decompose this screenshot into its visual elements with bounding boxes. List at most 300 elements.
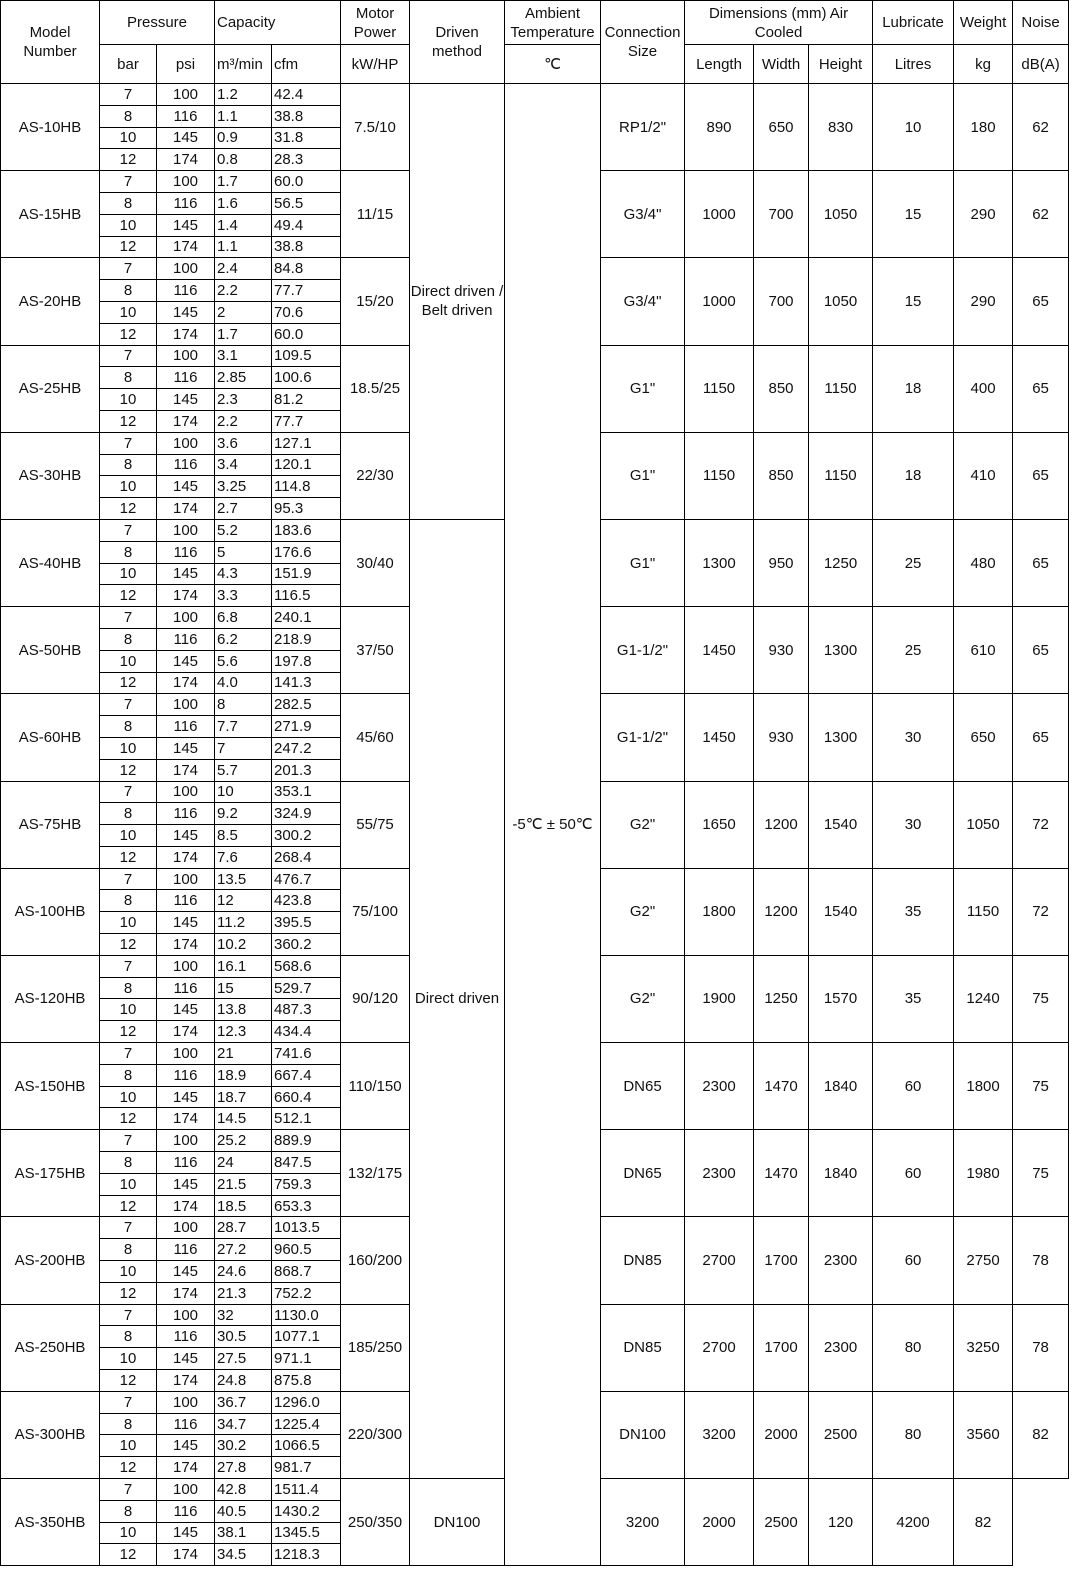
model-number: AS-60HB bbox=[1, 694, 100, 781]
header-pressure: Pressure bbox=[100, 1, 215, 45]
capacity-m3-per-min: 15 bbox=[215, 977, 272, 999]
pressure-bar: 12 bbox=[100, 323, 157, 345]
capacity-cfm: 875.8 bbox=[272, 1370, 341, 1392]
capacity-m3-per-min: 6.8 bbox=[215, 607, 272, 629]
pressure-bar: 7 bbox=[100, 1130, 157, 1152]
model-number: AS-10HB bbox=[1, 84, 100, 171]
dimension-length: 1450 bbox=[685, 694, 754, 781]
capacity-cfm: 114.8 bbox=[272, 476, 341, 498]
pressure-psi: 145 bbox=[157, 476, 215, 498]
capacity-cfm: 42.4 bbox=[272, 84, 341, 106]
pressure-psi: 174 bbox=[157, 846, 215, 868]
model-number: AS-40HB bbox=[1, 519, 100, 606]
pressure-bar: 12 bbox=[100, 1282, 157, 1304]
noise-dba: 65 bbox=[1013, 258, 1069, 345]
pressure-bar: 7 bbox=[100, 694, 157, 716]
pressure-psi: 174 bbox=[157, 498, 215, 520]
pressure-bar: 7 bbox=[100, 258, 157, 280]
capacity-m3-per-min: 40.5 bbox=[215, 1500, 272, 1522]
capacity-m3-per-min: 1.1 bbox=[215, 236, 272, 258]
pressure-bar: 8 bbox=[100, 192, 157, 214]
capacity-cfm: 218.9 bbox=[272, 628, 341, 650]
pressure-bar: 8 bbox=[100, 716, 157, 738]
driven-method: Direct driven / Belt driven bbox=[410, 84, 505, 520]
connection-size: DN65 bbox=[601, 1130, 685, 1217]
dimension-length: 1650 bbox=[685, 781, 754, 868]
capacity-cfm: 1013.5 bbox=[272, 1217, 341, 1239]
pressure-bar: 7 bbox=[100, 345, 157, 367]
pressure-bar: 12 bbox=[100, 1457, 157, 1479]
dimension-width: 700 bbox=[754, 171, 809, 258]
pressure-bar: 7 bbox=[100, 781, 157, 803]
capacity-m3-per-min: 2.2 bbox=[215, 410, 272, 432]
capacity-cfm: 240.1 bbox=[272, 607, 341, 629]
capacity-cfm: 1130.0 bbox=[272, 1304, 341, 1326]
capacity-cfm: 981.7 bbox=[272, 1457, 341, 1479]
weight-kg: 3560 bbox=[954, 1391, 1013, 1478]
pressure-bar: 10 bbox=[100, 650, 157, 672]
capacity-m3-per-min: 30.2 bbox=[215, 1435, 272, 1457]
lubricate-litres: 80 bbox=[873, 1304, 954, 1391]
capacity-m3-per-min: 1.6 bbox=[215, 192, 272, 214]
capacity-m3-per-min: 2.2 bbox=[215, 280, 272, 302]
capacity-cfm: 84.8 bbox=[272, 258, 341, 280]
pressure-bar: 10 bbox=[100, 825, 157, 847]
capacity-m3-per-min: 4.3 bbox=[215, 563, 272, 585]
pressure-psi: 116 bbox=[157, 280, 215, 302]
pressure-psi: 145 bbox=[157, 1522, 215, 1544]
pressure-psi: 100 bbox=[157, 781, 215, 803]
pressure-psi: 174 bbox=[157, 934, 215, 956]
pressure-bar: 10 bbox=[100, 1435, 157, 1457]
capacity-cfm: 38.8 bbox=[272, 236, 341, 258]
connection-size: G3/4" bbox=[601, 258, 685, 345]
pressure-psi: 174 bbox=[157, 1457, 215, 1479]
pressure-psi: 145 bbox=[157, 825, 215, 847]
pressure-bar: 7 bbox=[100, 1479, 157, 1501]
capacity-cfm: 38.8 bbox=[272, 105, 341, 127]
header-lubricate: Lubricate bbox=[873, 1, 954, 45]
dimension-height: 2500 bbox=[754, 1479, 809, 1566]
weight-kg: 1980 bbox=[954, 1130, 1013, 1217]
noise-dba: 72 bbox=[1013, 781, 1069, 868]
header-row-units bbox=[1, 45, 1069, 84]
pressure-bar: 8 bbox=[100, 541, 157, 563]
lubricate-litres: 35 bbox=[873, 955, 954, 1042]
motor-power: 132/175 bbox=[341, 1130, 410, 1217]
capacity-m3-per-min: 11.2 bbox=[215, 912, 272, 934]
dimension-height: 1300 bbox=[809, 694, 873, 781]
pressure-psi: 145 bbox=[157, 1173, 215, 1195]
pressure-psi: 174 bbox=[157, 323, 215, 345]
dimension-length: 2700 bbox=[685, 1217, 754, 1304]
dimension-width: 2000 bbox=[685, 1479, 754, 1566]
pressure-psi: 145 bbox=[157, 1086, 215, 1108]
capacity-m3-per-min: 38.1 bbox=[215, 1522, 272, 1544]
capacity-m3-per-min: 1.7 bbox=[215, 323, 272, 345]
motor-power: 45/60 bbox=[341, 694, 410, 781]
capacity-m3-per-min: 21.5 bbox=[215, 1173, 272, 1195]
weight-kg: 480 bbox=[954, 519, 1013, 606]
capacity-cfm: 176.6 bbox=[272, 541, 341, 563]
capacity-cfm: 476.7 bbox=[272, 868, 341, 890]
dimension-width: 850 bbox=[754, 432, 809, 519]
capacity-m3-per-min: 24 bbox=[215, 1152, 272, 1174]
motor-power: 110/150 bbox=[341, 1043, 410, 1130]
noise-dba: 65 bbox=[1013, 694, 1069, 781]
lubricate-litres: 18 bbox=[873, 345, 954, 432]
dimension-width: 1250 bbox=[754, 955, 809, 1042]
dimension-width: 650 bbox=[754, 84, 809, 171]
capacity-m3-per-min: 10 bbox=[215, 781, 272, 803]
pressure-psi: 145 bbox=[157, 127, 215, 149]
pressure-bar: 7 bbox=[100, 1391, 157, 1413]
header-weight: Weight bbox=[954, 1, 1013, 45]
pressure-psi: 145 bbox=[157, 389, 215, 411]
capacity-m3-per-min: 8.5 bbox=[215, 825, 272, 847]
capacity-cfm: 434.4 bbox=[272, 1021, 341, 1043]
capacity-m3-per-min: 24.6 bbox=[215, 1261, 272, 1283]
pressure-bar: 8 bbox=[100, 1413, 157, 1435]
dimension-height: 1250 bbox=[809, 519, 873, 606]
capacity-m3-per-min: 14.5 bbox=[215, 1108, 272, 1130]
pressure-psi: 100 bbox=[157, 1391, 215, 1413]
capacity-cfm: 49.4 bbox=[272, 214, 341, 236]
lubricate-litres: 15 bbox=[873, 171, 954, 258]
pressure-bar: 10 bbox=[100, 1348, 157, 1370]
pressure-psi: 100 bbox=[157, 607, 215, 629]
motor-power: 250/350 bbox=[341, 1479, 410, 1566]
header-capacity: Capacity bbox=[215, 1, 341, 45]
dimension-height: 1150 bbox=[809, 432, 873, 519]
pressure-bar: 12 bbox=[100, 236, 157, 258]
connection-size: DN100 bbox=[601, 1391, 685, 1478]
capacity-m3-per-min: 27.2 bbox=[215, 1239, 272, 1261]
pressure-bar: 10 bbox=[100, 214, 157, 236]
capacity-m3-per-min: 7.7 bbox=[215, 716, 272, 738]
lubricate-litres: 25 bbox=[873, 607, 954, 694]
motor-power: 7.5/10 bbox=[341, 84, 410, 171]
lubricate-litres: 18 bbox=[873, 432, 954, 519]
capacity-m3-per-min: 30.5 bbox=[215, 1326, 272, 1348]
noise-dba: 62 bbox=[1013, 171, 1069, 258]
motor-power: 75/100 bbox=[341, 868, 410, 955]
capacity-m3-per-min: 34.7 bbox=[215, 1413, 272, 1435]
capacity-m3-per-min: 0.9 bbox=[215, 127, 272, 149]
pressure-psi: 116 bbox=[157, 1413, 215, 1435]
dimension-width: 930 bbox=[754, 607, 809, 694]
dimension-height: 830 bbox=[809, 84, 873, 171]
pressure-psi: 116 bbox=[157, 1152, 215, 1174]
capacity-cfm: 77.7 bbox=[272, 280, 341, 302]
pressure-psi: 116 bbox=[157, 541, 215, 563]
header-noise: Noise bbox=[1013, 1, 1069, 45]
lubricate-litres: 10 bbox=[873, 84, 954, 171]
table-row bbox=[1, 84, 1069, 106]
pressure-bar: 7 bbox=[100, 519, 157, 541]
dimension-length: 1300 bbox=[685, 519, 754, 606]
lubricate-litres: 15 bbox=[873, 258, 954, 345]
pressure-bar: 12 bbox=[100, 1195, 157, 1217]
capacity-m3-per-min: 34.5 bbox=[215, 1544, 272, 1566]
pressure-bar: 8 bbox=[100, 628, 157, 650]
header-ambient-temperature: Ambient Temperature bbox=[505, 1, 601, 45]
dimension-length: 1150 bbox=[685, 432, 754, 519]
header-motor-power: Motor Power bbox=[341, 1, 410, 45]
pressure-psi: 174 bbox=[157, 1544, 215, 1566]
pressure-psi: 116 bbox=[157, 977, 215, 999]
dimension-height: 1540 bbox=[809, 781, 873, 868]
capacity-m3-per-min: 5.6 bbox=[215, 650, 272, 672]
pressure-bar: 7 bbox=[100, 955, 157, 977]
pressure-bar: 7 bbox=[100, 171, 157, 193]
dimension-length: 1900 bbox=[685, 955, 754, 1042]
noise-dba: 75 bbox=[1013, 955, 1069, 1042]
pressure-bar: 12 bbox=[100, 585, 157, 607]
pressure-psi: 174 bbox=[157, 149, 215, 171]
pressure-bar: 10 bbox=[100, 563, 157, 585]
pressure-bar: 8 bbox=[100, 803, 157, 825]
pressure-psi: 174 bbox=[157, 1282, 215, 1304]
pressure-psi: 116 bbox=[157, 1500, 215, 1522]
unit-cfm: cfm bbox=[272, 45, 341, 84]
driven-method: Direct driven bbox=[410, 519, 505, 1478]
noise-dba: 78 bbox=[1013, 1217, 1069, 1304]
model-number: AS-200HB bbox=[1, 1217, 100, 1304]
capacity-m3-per-min: 7.6 bbox=[215, 846, 272, 868]
unit-height: Height bbox=[809, 45, 873, 84]
capacity-m3-per-min: 12 bbox=[215, 890, 272, 912]
pressure-psi: 116 bbox=[157, 105, 215, 127]
pressure-psi: 100 bbox=[157, 171, 215, 193]
dimension-height: 1050 bbox=[809, 258, 873, 345]
pressure-bar: 12 bbox=[100, 672, 157, 694]
dimension-width: 1700 bbox=[754, 1217, 809, 1304]
dimension-width: 1200 bbox=[754, 868, 809, 955]
pressure-bar: 7 bbox=[100, 1043, 157, 1065]
unit-psi: psi bbox=[157, 45, 215, 84]
pressure-bar: 8 bbox=[100, 105, 157, 127]
pressure-bar: 10 bbox=[100, 999, 157, 1021]
pressure-psi: 174 bbox=[157, 585, 215, 607]
capacity-cfm: 70.6 bbox=[272, 301, 341, 323]
weight-kg: 1150 bbox=[954, 868, 1013, 955]
connection-size: G1-1/2" bbox=[601, 694, 685, 781]
dimension-height: 1300 bbox=[809, 607, 873, 694]
capacity-cfm: 1066.5 bbox=[272, 1435, 341, 1457]
capacity-cfm: 741.6 bbox=[272, 1043, 341, 1065]
model-number: AS-100HB bbox=[1, 868, 100, 955]
pressure-bar: 12 bbox=[100, 759, 157, 781]
capacity-cfm: 423.8 bbox=[272, 890, 341, 912]
capacity-cfm: 95.3 bbox=[272, 498, 341, 520]
model-number: AS-75HB bbox=[1, 781, 100, 868]
pressure-psi: 116 bbox=[157, 454, 215, 476]
capacity-m3-per-min: 25.2 bbox=[215, 1130, 272, 1152]
lubricate-litres: 80 bbox=[873, 1391, 954, 1478]
pressure-bar: 8 bbox=[100, 454, 157, 476]
pressure-psi: 145 bbox=[157, 912, 215, 934]
pressure-bar: 10 bbox=[100, 301, 157, 323]
capacity-cfm: 1296.0 bbox=[272, 1391, 341, 1413]
connection-size: DN100 bbox=[410, 1479, 505, 1566]
capacity-cfm: 31.8 bbox=[272, 127, 341, 149]
noise-dba: 65 bbox=[1013, 519, 1069, 606]
capacity-m3-per-min: 10.2 bbox=[215, 934, 272, 956]
connection-size: G2" bbox=[601, 868, 685, 955]
capacity-m3-per-min: 1.2 bbox=[215, 84, 272, 106]
capacity-cfm: 752.2 bbox=[272, 1282, 341, 1304]
dimension-length: 1000 bbox=[685, 258, 754, 345]
connection-size: G3/4" bbox=[601, 171, 685, 258]
weight-kg: 2750 bbox=[954, 1217, 1013, 1304]
weight-kg: 1800 bbox=[954, 1043, 1013, 1130]
pressure-psi: 116 bbox=[157, 716, 215, 738]
connection-size: G2" bbox=[601, 955, 685, 1042]
capacity-m3-per-min: 3.6 bbox=[215, 432, 272, 454]
model-number: AS-250HB bbox=[1, 1304, 100, 1391]
dimension-height: 2300 bbox=[809, 1304, 873, 1391]
connection-size: G1" bbox=[601, 519, 685, 606]
pressure-bar: 12 bbox=[100, 1021, 157, 1043]
capacity-cfm: 360.2 bbox=[272, 934, 341, 956]
pressure-bar: 7 bbox=[100, 868, 157, 890]
capacity-m3-per-min: 5.7 bbox=[215, 759, 272, 781]
capacity-m3-per-min: 42.8 bbox=[215, 1479, 272, 1501]
dimension-height: 1150 bbox=[809, 345, 873, 432]
noise-dba: 78 bbox=[1013, 1304, 1069, 1391]
capacity-m3-per-min: 18.9 bbox=[215, 1064, 272, 1086]
capacity-m3-per-min: 1.4 bbox=[215, 214, 272, 236]
capacity-cfm: 116.5 bbox=[272, 585, 341, 607]
motor-power: 160/200 bbox=[341, 1217, 410, 1304]
pressure-bar: 12 bbox=[100, 149, 157, 171]
connection-size: RP1/2" bbox=[601, 84, 685, 171]
model-number: AS-120HB bbox=[1, 955, 100, 1042]
pressure-psi: 145 bbox=[157, 301, 215, 323]
capacity-m3-per-min: 1.1 bbox=[215, 105, 272, 127]
pressure-psi: 145 bbox=[157, 563, 215, 585]
motor-power: 30/40 bbox=[341, 519, 410, 606]
capacity-m3-per-min: 5.2 bbox=[215, 519, 272, 541]
noise-dba: 82 bbox=[954, 1479, 1013, 1566]
connection-size: G1" bbox=[601, 345, 685, 432]
unit-dba: dB(A) bbox=[1013, 45, 1069, 84]
header-row-main bbox=[1, 1, 1069, 45]
capacity-cfm: 127.1 bbox=[272, 432, 341, 454]
pressure-psi: 145 bbox=[157, 999, 215, 1021]
pressure-psi: 100 bbox=[157, 1479, 215, 1501]
dimension-width: 1700 bbox=[754, 1304, 809, 1391]
capacity-m3-per-min: 8 bbox=[215, 694, 272, 716]
capacity-cfm: 1511.4 bbox=[272, 1479, 341, 1501]
pressure-psi: 174 bbox=[157, 236, 215, 258]
pressure-bar: 7 bbox=[100, 84, 157, 106]
motor-power: 22/30 bbox=[341, 432, 410, 519]
pressure-bar: 8 bbox=[100, 1152, 157, 1174]
capacity-m3-per-min: 18.5 bbox=[215, 1195, 272, 1217]
pressure-bar: 7 bbox=[100, 1304, 157, 1326]
pressure-psi: 174 bbox=[157, 410, 215, 432]
model-number: AS-300HB bbox=[1, 1391, 100, 1478]
pressure-psi: 174 bbox=[157, 1021, 215, 1043]
weight-kg: 610 bbox=[954, 607, 1013, 694]
capacity-m3-per-min: 1.7 bbox=[215, 171, 272, 193]
dimension-width: 850 bbox=[754, 345, 809, 432]
capacity-cfm: 667.4 bbox=[272, 1064, 341, 1086]
pressure-bar: 12 bbox=[100, 1108, 157, 1130]
dimension-length: 1150 bbox=[685, 345, 754, 432]
capacity-cfm: 353.1 bbox=[272, 781, 341, 803]
model-number: AS-150HB bbox=[1, 1043, 100, 1130]
lubricate-litres: 120 bbox=[809, 1479, 873, 1566]
lubricate-litres: 35 bbox=[873, 868, 954, 955]
unit-m3-per-min: m³/min bbox=[215, 45, 272, 84]
dimension-length: 2300 bbox=[685, 1130, 754, 1217]
capacity-cfm: 660.4 bbox=[272, 1086, 341, 1108]
capacity-m3-per-min: 7 bbox=[215, 737, 272, 759]
capacity-m3-per-min: 9.2 bbox=[215, 803, 272, 825]
table-body bbox=[1, 84, 1069, 1566]
pressure-psi: 100 bbox=[157, 1217, 215, 1239]
pressure-bar: 10 bbox=[100, 127, 157, 149]
pressure-psi: 145 bbox=[157, 1348, 215, 1370]
pressure-bar: 7 bbox=[100, 432, 157, 454]
motor-power: 185/250 bbox=[341, 1304, 410, 1391]
dimension-length: 3200 bbox=[685, 1391, 754, 1478]
capacity-m3-per-min: 27.8 bbox=[215, 1457, 272, 1479]
header-connection-size: Connection Size bbox=[601, 1, 685, 84]
capacity-cfm: 1430.2 bbox=[272, 1500, 341, 1522]
model-number: AS-25HB bbox=[1, 345, 100, 432]
weight-kg: 290 bbox=[954, 171, 1013, 258]
dimension-width: 950 bbox=[754, 519, 809, 606]
capacity-m3-per-min: 2.4 bbox=[215, 258, 272, 280]
capacity-cfm: 395.5 bbox=[272, 912, 341, 934]
pressure-psi: 145 bbox=[157, 1261, 215, 1283]
dimension-height: 1050 bbox=[809, 171, 873, 258]
capacity-cfm: 512.1 bbox=[272, 1108, 341, 1130]
model-number: AS-20HB bbox=[1, 258, 100, 345]
capacity-cfm: 197.8 bbox=[272, 650, 341, 672]
motor-power: 37/50 bbox=[341, 607, 410, 694]
pressure-psi: 100 bbox=[157, 432, 215, 454]
dimension-length: 1000 bbox=[685, 171, 754, 258]
capacity-cfm: 324.9 bbox=[272, 803, 341, 825]
capacity-m3-per-min: 2.3 bbox=[215, 389, 272, 411]
dimension-height: 2500 bbox=[809, 1391, 873, 1478]
pressure-psi: 100 bbox=[157, 258, 215, 280]
capacity-cfm: 487.3 bbox=[272, 999, 341, 1021]
pressure-bar: 12 bbox=[100, 934, 157, 956]
capacity-cfm: 271.9 bbox=[272, 716, 341, 738]
capacity-cfm: 120.1 bbox=[272, 454, 341, 476]
motor-power: 11/15 bbox=[341, 171, 410, 258]
capacity-cfm: 268.4 bbox=[272, 846, 341, 868]
pressure-bar: 8 bbox=[100, 1326, 157, 1348]
pressure-bar: 10 bbox=[100, 476, 157, 498]
model-number: AS-175HB bbox=[1, 1130, 100, 1217]
pressure-psi: 100 bbox=[157, 345, 215, 367]
pressure-bar: 12 bbox=[100, 846, 157, 868]
model-number: AS-350HB bbox=[1, 1479, 100, 1566]
capacity-cfm: 847.5 bbox=[272, 1152, 341, 1174]
capacity-cfm: 300.2 bbox=[272, 825, 341, 847]
capacity-m3-per-min: 0.8 bbox=[215, 149, 272, 171]
pressure-psi: 174 bbox=[157, 1370, 215, 1392]
weight-kg: 410 bbox=[954, 432, 1013, 519]
pressure-psi: 116 bbox=[157, 1239, 215, 1261]
